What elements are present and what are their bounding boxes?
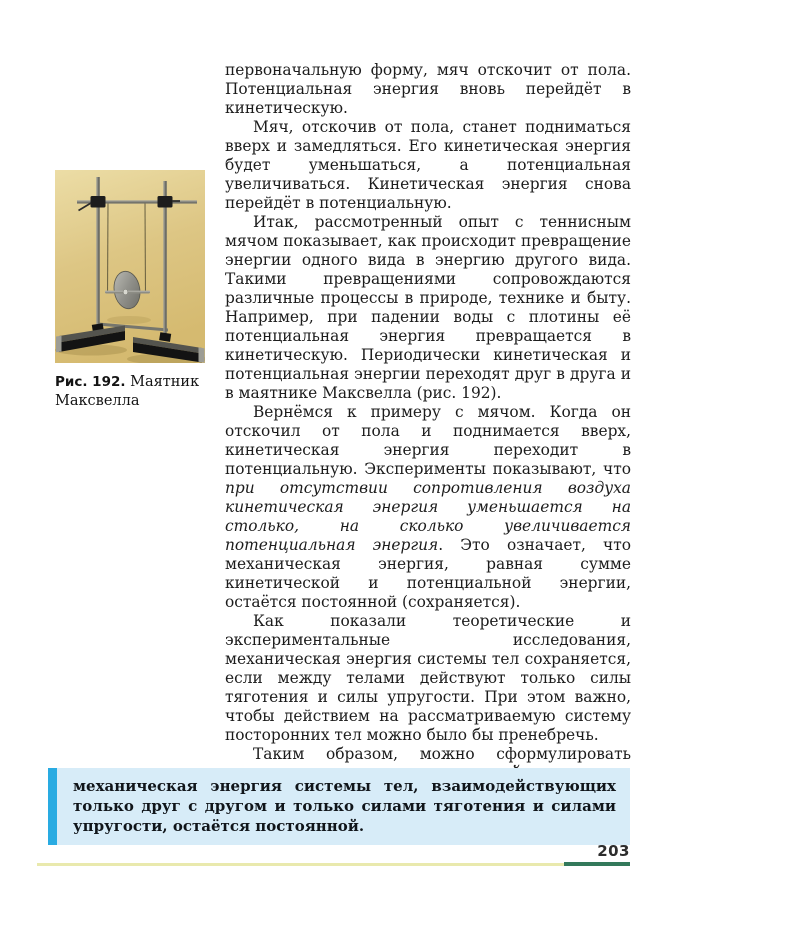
paragraph-4-text: Вернёмся к примеру с мячом. Когда он отскочил от пола и поднимается вверх, кинетическая энергия переходит в потенциальную. Эксперименты показывают, что [225,403,631,478]
footer-rule-green [564,862,630,866]
maxwell-pendulum-drawing [55,170,205,363]
paragraph-6-text: Таким образом, можно сформулировать [253,745,631,763]
paragraph-4-emphasis: при отсутствии сопротивления воздуха кинетическая энергия уменьшается на столько, на сколько увеличивается потенциальная энергия [225,479,631,554]
paragraph-3 [225,213,631,403]
maxwell-pendulum-photo [55,170,205,363]
footer-rule-yellow [37,863,564,866]
figure-caption-text: Маятник Максвелла [55,374,200,409]
page-number: 203 [597,842,630,860]
figure-caption-label: Рис. 192. [55,374,126,390]
paragraph-5-text: Как показали теоретические и экспериментальные исследования, механическая энергия системы тел сохраняется, если между телами действуют только силы тяготения и силы упругости. При этом важно, чтобы действием на рассматриваемую систему посторонних тел можно было бы пренебречь. [225,612,631,744]
paragraph-2-text: Мяч, отскочив от пола, станет подниматься вверх и замедляться. Его кинетическая энергия будет уменьшаться, а потенциальная увеличиваться. Кинетическая энергия снова перейдёт в потенциальную. [225,118,631,212]
law-box-accent-bar [48,768,57,845]
paragraph-1 [225,61,631,118]
figure-caption [55,373,213,411]
law-box-text: механическая энергия системы тел, взаимодействующих только друг с другом и только силами тяготения и силами упругости, остаётся постоянной. [73,777,616,835]
paragraph-2 [225,118,631,213]
paragraph-4-text-end: . Это означает, что механическая энергия, равная сумме кинетической и потенциальной энергии, остаётся постоянной (сохраняется). [225,536,631,611]
paragraph-4 [225,403,631,612]
body-text-column [225,61,631,783]
paragraph-5 [225,612,631,745]
law-highlight-box [48,768,630,845]
paragraph-1-text: первоначальную форму, мяч отскочит от пола. Потенциальная энергия вновь перейдёт в кинетическую. [225,61,631,117]
paragraph-3-text: Итак, рассмотренный опыт с теннисным мячом показывает, как происходит превращение энергии одного вида в энергию другого вида. Такими превращениями сопровождаются различные процессы в природе, технике и быту. Например, при падении воды с плотины её потенциальная энергия превращается в кинетическую. Периодически кинетическая и потенциальная энергии переходят друг в друга и в маятнике Максвелла (рис. 192). [225,213,631,402]
